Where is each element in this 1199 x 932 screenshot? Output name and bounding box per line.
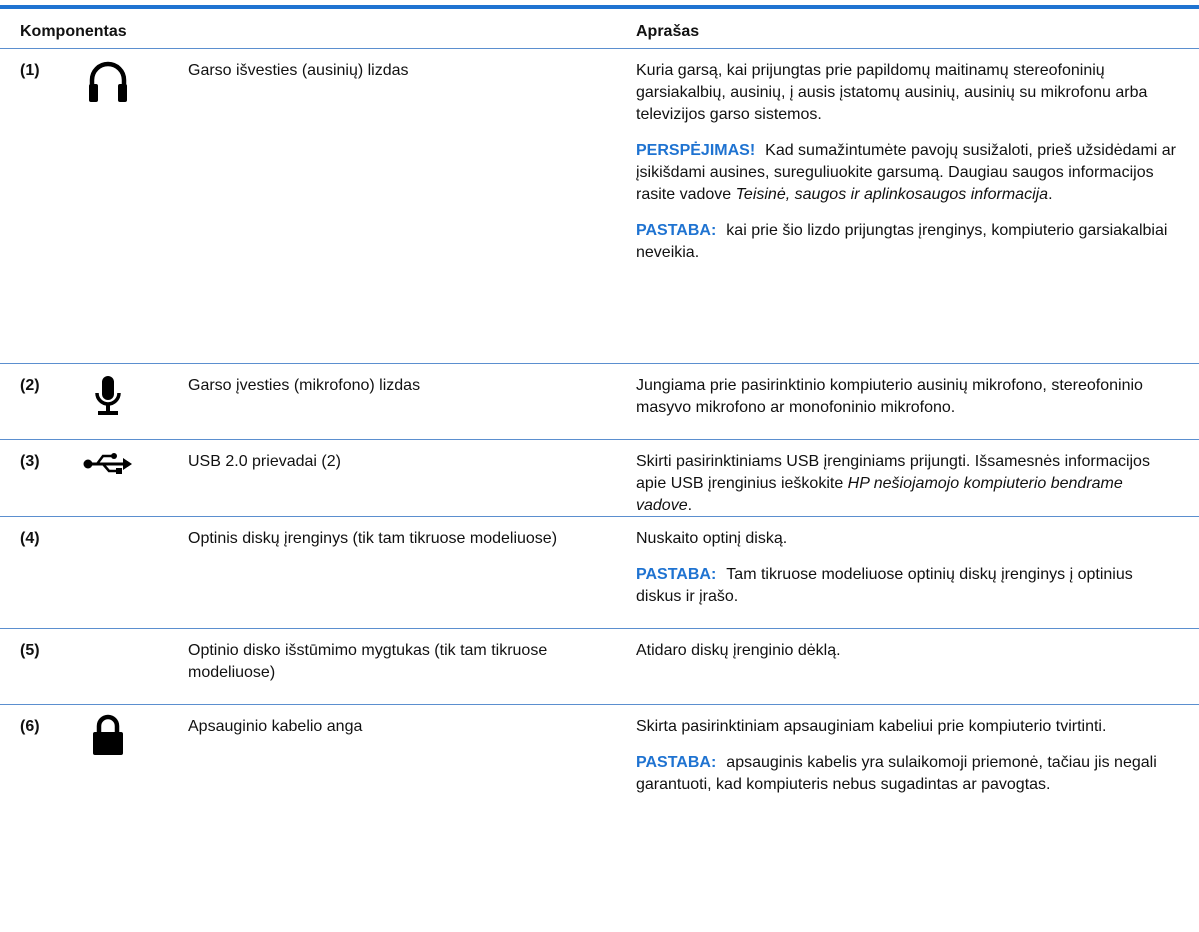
- component-name: Optinis diskų įrenginys (tik tam tikruose modeliuose): [188, 530, 558, 547]
- description-italic-ref: HP nešiojamojo kompiuterio bendrame vadove: [636, 475, 1123, 514]
- component-name: Garso įvesties (mikrofono) lizdas: [188, 377, 421, 394]
- warning-label: PERSPĖJIMAS!: [636, 142, 756, 159]
- note-label: PASTABA:: [636, 222, 717, 239]
- row-number: (5): [20, 642, 40, 659]
- row-number: (3): [20, 453, 40, 470]
- description-end: .: [687, 497, 693, 514]
- component-description: [636, 451, 1181, 517]
- header-description: Aprašas: [636, 23, 700, 40]
- row-number: (2): [20, 377, 40, 394]
- note-paragraph: [636, 752, 1181, 796]
- note-paragraph: [636, 564, 1181, 608]
- component-description: [636, 528, 1181, 608]
- note-text: kai prie šio lizdo prijungtas įrenginys, kompiuterio garsiakalbiai neveikia.: [636, 222, 1168, 261]
- table-row: [0, 364, 1199, 440]
- component-name: Garso išvesties (ausinių) lizdas: [188, 62, 409, 79]
- microphone-icon: [80, 374, 136, 418]
- row-number: (1): [20, 62, 40, 79]
- component-description: [636, 60, 1181, 264]
- lock-icon: [80, 713, 136, 757]
- warning-text: Kad sumažintumėte pavojų susižaloti, prieš užsidėdami ar įsikišdami ausines, sureguliuokite garsumą. Daugiau saugos informacijos rasite vadove: [636, 142, 1177, 203]
- table-row: [0, 49, 1199, 364]
- table-row: [0, 440, 1199, 517]
- usb-icon: [80, 442, 136, 486]
- component-description: [636, 716, 1181, 796]
- table-header-row: [0, 9, 1199, 49]
- components-table: [0, 5, 1199, 919]
- note-text: apsauginis kabelis yra sulaikomoji priemonė, tačiau jis negali garantuoti, kad kompiuteris nebus sugadintas ar pavogtas.: [636, 754, 1157, 793]
- note-text: Tam tikruose modeliuose optinių diskų įrenginys į optinius diskus ir įrašo.: [636, 566, 1133, 605]
- note-label: PASTABA:: [636, 754, 717, 771]
- note-label: PASTABA:: [636, 566, 717, 583]
- row-number: (6): [20, 718, 40, 735]
- component-name: Apsauginio kabelio anga: [188, 718, 363, 735]
- description-text: Atidaro diskų įrenginio dėklą.: [636, 642, 841, 659]
- table-row: [0, 629, 1199, 705]
- description-text: Nuskaito optinį diską.: [636, 530, 788, 547]
- headphones-icon: [80, 59, 136, 103]
- warning-end: .: [1048, 186, 1053, 203]
- component-description: [636, 640, 1181, 662]
- row-number: (4): [20, 530, 40, 547]
- description-main: Skirti pasirinktiniams USB įrenginiams prijungti. Išsamesnės informacijos apie USB įrenginius ieškokite: [636, 453, 1150, 492]
- table-row: [0, 517, 1199, 629]
- warning-italic-ref: Teisinė, saugos ir aplinkosaugos informacija: [735, 186, 1049, 203]
- description-text: [636, 451, 1181, 517]
- table-row: [0, 705, 1199, 919]
- description-text: Jungiama prie pasirinktinio kompiuterio ausinių mikrofono, stereofoninio masyvo mikrofono ar monofoninio mikrofono.: [636, 377, 1143, 416]
- description-text: Skirta pasirinktiniam apsauginiam kabeliui prie kompiuterio tvirtinti.: [636, 718, 1107, 735]
- warning-paragraph: [636, 140, 1181, 206]
- header-component: Komponentas: [20, 23, 127, 40]
- component-description: [636, 375, 1181, 419]
- component-name: USB 2.0 prievadai (2): [188, 453, 341, 470]
- component-name: Optinio disko išstūmimo mygtukas (tik tam tikruose modeliuose): [188, 642, 548, 681]
- description-text: Kuria garsą, kai prijungtas prie papildomų maitinamų stereofoninių garsiakalbių, ausinių, į ausis įstatomų ausinių, ausinių su mikrofonu arba televizijos garso sistemos.: [636, 62, 1148, 123]
- note-paragraph: [636, 220, 1181, 264]
